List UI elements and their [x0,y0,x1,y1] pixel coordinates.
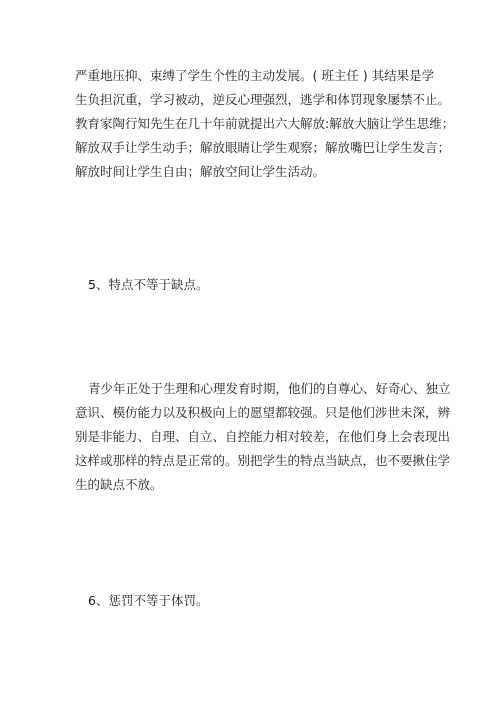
paragraph-line: 生负担沉重，学习被动，逆反心理强烈，逃学和体罚现象屡禁不止。 [75,92,451,107]
paragraph-line: 这样或那样的特点是正常的。别把学生的特点当缺点，也不要揪住学 [75,453,451,468]
paragraph-line: 别是非能力、自理、自立、自控能力相对较差，在他们身上会表现出 [75,429,451,444]
paragraph-line: 生的缺点不放。 [75,477,163,492]
section-heading-5: 5、特点不等于缺点。 [88,277,209,292]
paragraph-line: 教育家陶行知先生在几十年前就提出六大解放:解放大脑让学生思维； [75,116,455,131]
paragraph-liberation [75,64,455,184]
paragraph-line: 严重地压抑、束缚了学生个性的主动发展。( 班主任 ) 其结果是学 [75,68,435,83]
section-heading-6: 6、惩罚不等于体罚。 [88,593,209,608]
paragraph-traits [75,377,451,497]
paragraph-line: 意识、模仿能力以及积极向上的愿望都较强。只是他们涉世未深，辨 [75,405,451,420]
paragraph-line: 青少年正处于生理和心理发育时期，他们的自尊心、好奇心、独立 [88,381,451,396]
paragraph-line: 解放双手让学生动手；解放眼睛让学生观察；解放嘴巴让学生发言； [75,140,451,155]
paragraph-line: 解放时间让学生自由；解放空间让学生活动。 [75,164,326,179]
